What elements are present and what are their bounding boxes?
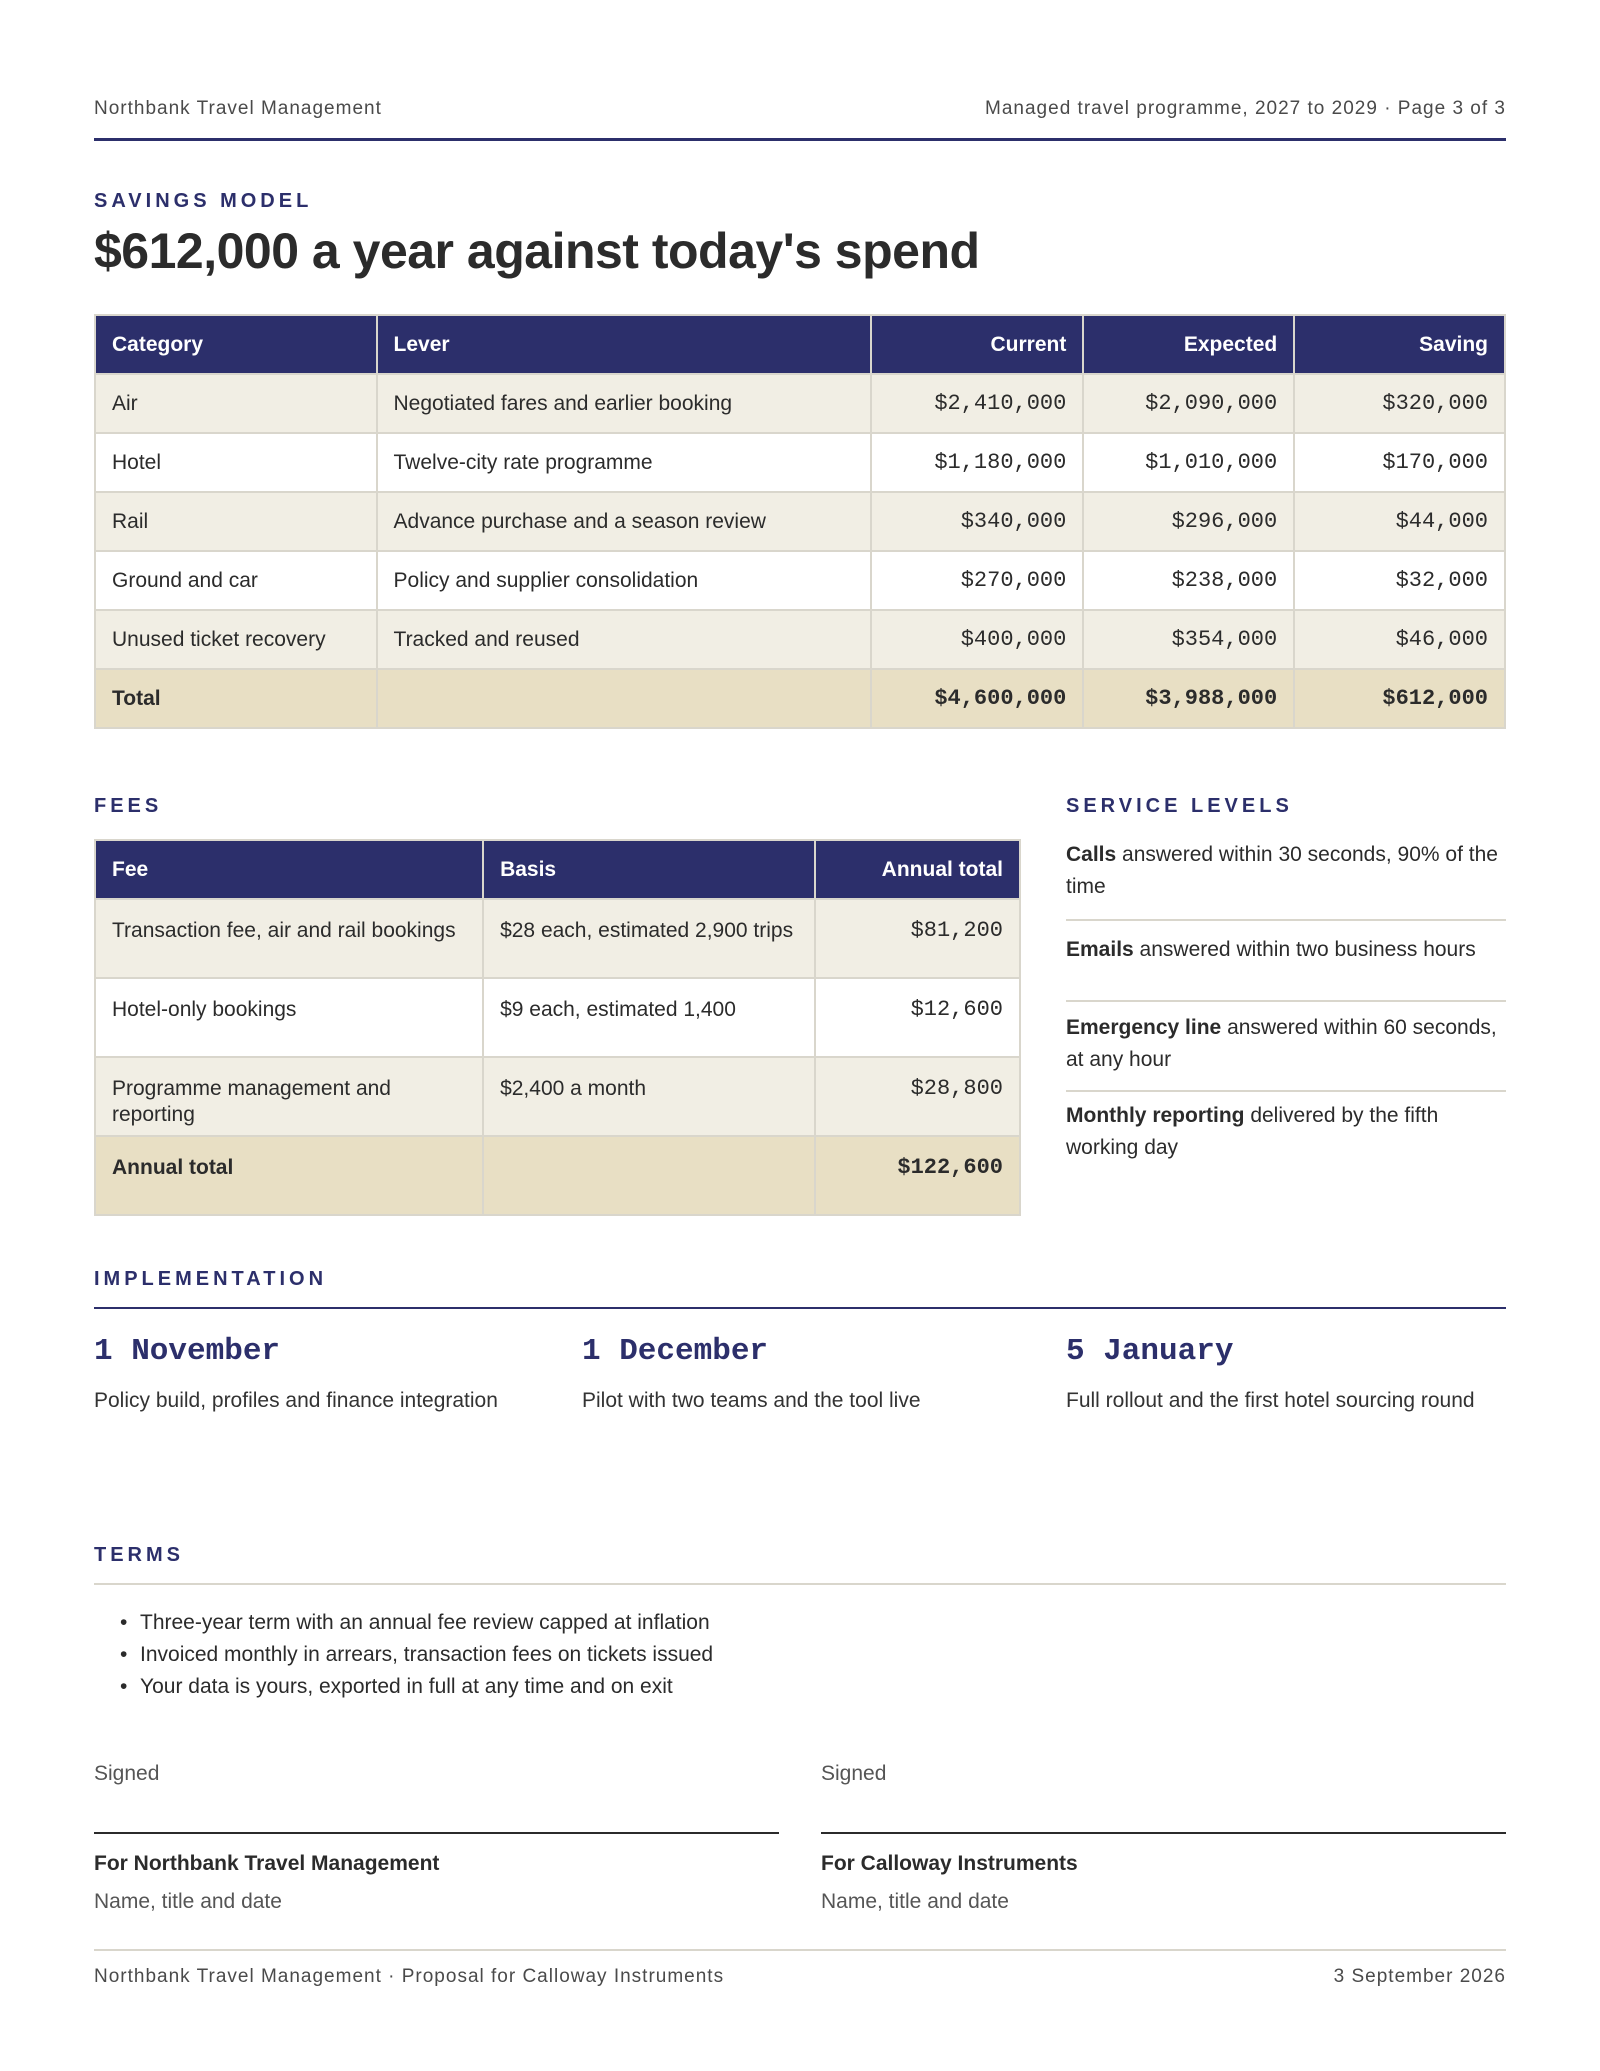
table-cell: $296,000 [1083,492,1294,551]
divider [1066,919,1506,921]
signature-subtext: Name, title and date [94,1890,282,1913]
milestone-text: Policy build, profiles and finance integration [94,1389,498,1412]
header-rule [94,138,1506,141]
milestone-date: 1 November [94,1334,281,1369]
table-cell: $9 each, estimated 1,400 [483,978,815,1057]
savings-table [94,314,1506,729]
table-total-row [95,669,1505,728]
milestone-text: Pilot with two teams and the tool live [582,1389,921,1412]
table-cell: Rail [95,492,377,551]
table-cell: $340,000 [871,492,1083,551]
terms-rule [94,1583,1506,1585]
table-cell: Air [95,374,377,433]
proposal-page [94,0,1506,2071]
signature-label: Signed [94,1762,160,1785]
service-level-text: answered within two business hours [1133,938,1476,961]
signature-party: For Calloway Instruments [821,1852,1078,1875]
milestone-text: Full rollout and the first hotel sourcing round [1066,1389,1475,1412]
table-cell: $400,000 [871,610,1083,669]
table-cell: $320,000 [1294,374,1505,433]
table-cell [483,1136,815,1215]
table-cell: Transaction fee, air and rail bookings [95,899,483,978]
table-cell: $28 each, estimated 2,900 trips [483,899,815,978]
service-level-term: Emergency line [1066,1016,1222,1039]
table-cell: Unused ticket recovery [95,610,377,669]
table-cell: $170,000 [1294,433,1505,492]
service-eyebrow: SERVICE LEVELS [1066,795,1293,817]
table-cell: $1,010,000 [1083,433,1294,492]
table-cell: $28,800 [815,1057,1020,1136]
implementation-eyebrow: IMPLEMENTATION [94,1268,328,1290]
service-level-item [1066,839,1506,903]
footer-rule [94,1949,1506,1951]
table-cell: $122,600 [815,1136,1020,1215]
milestone-date: 5 January [1066,1334,1234,1369]
terms-eyebrow: TERMS [94,1544,184,1566]
signature-line[interactable] [94,1832,779,1834]
table-cell: $4,600,000 [871,669,1083,728]
service-level-text: answered within 30 seconds, 90% of the time [1066,843,1498,898]
service-level-term: Emails [1066,938,1134,961]
service-level-text: delivered by the fifth working day [1066,1104,1439,1159]
milestone [582,1334,1022,1413]
column-header: Category [95,315,377,374]
column-header: Current [871,315,1083,374]
table-cell: Programme management and reporting [95,1057,483,1136]
table-cell: $2,090,000 [1083,374,1294,433]
column-header: Expected [1083,315,1294,374]
divider [1066,1090,1506,1092]
table-cell: $270,000 [871,551,1083,610]
column-header: Lever [377,315,872,374]
table-cell: Ground and car [95,551,377,610]
table-cell: $354,000 [1083,610,1294,669]
page-title: $612,000 a year against today's spend [94,223,980,279]
table-cell: Annual total [95,1136,483,1215]
header-document-info: Managed travel programme, 2027 to 2029 · Page 3 of 3 [985,98,1506,119]
service-level-term: Monthly reporting [1066,1104,1245,1127]
table-cell: $3,988,000 [1083,669,1294,728]
table-cell: $81,200 [815,899,1020,978]
table-cell: Policy and supplier consolidation [377,551,872,610]
terms-list [140,1607,713,1703]
table-cell: $1,180,000 [871,433,1083,492]
page-header [94,98,1506,122]
list-item: • Three-year term with an annual fee review capped at inflation [140,1607,713,1639]
fees-table [94,839,1021,1216]
header-company: Northbank Travel Management [94,98,382,119]
table-row [95,1057,1020,1136]
table-cell: $612,000 [1294,669,1505,728]
footer-date: 3 September 2026 [1333,1966,1506,1987]
table-cell: $32,000 [1294,551,1505,610]
table-row [95,899,1020,978]
table-cell: Hotel [95,433,377,492]
table-cell: Advance purchase and a season review [377,492,872,551]
table-cell: Negotiated fares and earlier booking [377,374,872,433]
table-cell: Hotel-only bookings [95,978,483,1057]
table-cell: Total [95,669,377,728]
savings-eyebrow: SAVINGS MODEL [94,190,313,212]
table-row [95,492,1505,551]
service-level-term: Calls [1066,843,1117,866]
milestone-date: 1 December [582,1334,769,1369]
table-row [95,610,1505,669]
table-cell: $2,410,000 [871,374,1083,433]
table-cell: $12,600 [815,978,1020,1057]
table-cell: $46,000 [1294,610,1505,669]
service-level-item [1066,1100,1506,1164]
service-level-text: answered within 60 seconds, at any hour [1066,1016,1497,1071]
signature-line[interactable] [821,1832,1506,1834]
column-header: Basis [483,840,815,899]
list-item: • Your data is yours, exported in full at any time and on exit [140,1671,713,1703]
divider [1066,1000,1506,1002]
milestone [1066,1334,1506,1413]
service-level-item [1066,934,1506,966]
table-total-row [95,1136,1020,1215]
table-header-row [95,315,1505,374]
service-level-item [1066,1012,1506,1076]
table-row [95,551,1505,610]
table-cell [377,669,872,728]
list-item: • Invoiced monthly in arrears, transaction fees on tickets issued [140,1639,713,1671]
signature-block-calloway [821,1762,1506,1914]
signature-block-northbank [94,1762,779,1914]
table-cell: $2,400 a month [483,1057,815,1136]
milestone [94,1334,534,1413]
column-header: Fee [95,840,483,899]
table-row [95,978,1020,1057]
column-header: Saving [1294,315,1505,374]
table-row [95,374,1505,433]
fees-eyebrow: FEES [94,795,163,817]
signature-subtext: Name, title and date [821,1890,1009,1913]
table-row [95,433,1505,492]
implementation-rule [94,1307,1506,1309]
signature-label: Signed [821,1762,887,1785]
signature-party: For Northbank Travel Management [94,1852,440,1875]
column-header: Annual total [815,840,1020,899]
table-cell: Tracked and reused [377,610,872,669]
table-cell: $44,000 [1294,492,1505,551]
table-cell: Twelve-city rate programme [377,433,872,492]
footer-left: Northbank Travel Management · Proposal for Calloway Instruments [94,1966,725,1987]
table-header-row [95,840,1020,899]
table-cell: $238,000 [1083,551,1294,610]
page-footer [94,1966,1506,1988]
